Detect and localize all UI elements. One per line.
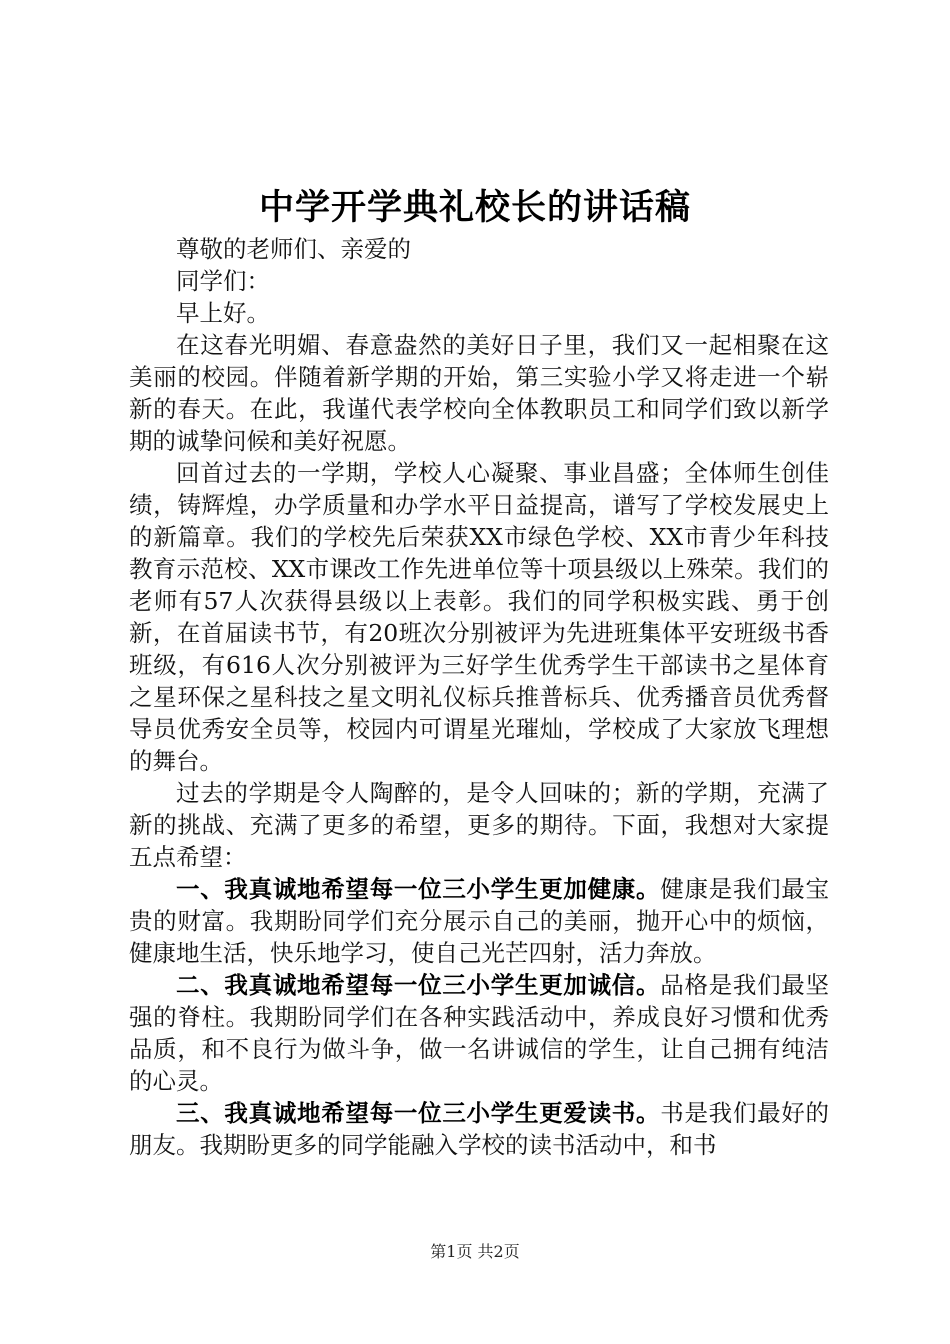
paragraph-text: 尊敬的老师们、亲爱的 (176, 235, 411, 263)
paragraph-lead: 二、我真诚地希望每一位三小学生更加诚信。 (176, 971, 661, 999)
paragraph (129, 233, 829, 265)
paragraph-text: 在这春光明媚、春意盎然的美好日子里，我们又一起相聚在这美丽的校园。伴随着新学期的开始，第三实验小学又将走进一个崭新的春天。在此，我谨代表学校向全体教职员工和同学们致以新学期的诚挚问候和美好祝愿。 (129, 331, 829, 455)
paragraph (129, 777, 829, 873)
paragraph (129, 457, 829, 777)
paragraph-lead: 一、我真诚地希望每一位三小学生更加健康。 (176, 875, 661, 903)
paragraph-text: 品格是我们最坚强的脊柱。我期盼同学们在各种实践活动中，养成良好习惯和优秀品质，和不良行为做斗争，做一名讲诚信的学生，让自己拥有纯洁的心灵。 (129, 971, 830, 1095)
paragraph-text: 同学们： (176, 267, 270, 295)
paragraph (129, 265, 829, 297)
paragraph (129, 873, 829, 969)
paragraph-text: 过去的学期是令人陶醉的，是令人回味的；新的学期，充满了新的挑战、充满了更多的希望，更多的期待。下面，我想对大家提五点希望： (129, 779, 829, 871)
paragraph (129, 1097, 829, 1161)
paragraph-text: 书是我们最好的朋友。我期盼更多的同学能融入学校的读书活动中，和书 (129, 1099, 830, 1159)
page-number-footer: 第1页 共2页 (430, 1242, 520, 1261)
paragraph-text: 早上好。 (176, 299, 270, 327)
paragraph (129, 329, 829, 457)
document-title: 中学开学典礼校长的讲话稿 (258, 187, 691, 228)
paragraph-text: 健康是我们最宝贵的财富。我期盼同学们充分展示自己的美丽，抛开心中的烦恼，健康地生活，快乐地学习，使自己光芒四射，活力奔放。 (129, 875, 830, 967)
paragraph (129, 297, 829, 329)
document-body (129, 233, 829, 1161)
paragraph-text: 回首过去的一学期，学校人心凝聚、事业昌盛；全体师生创佳绩，铸辉煌，办学质量和办学水平日益提高，谱写了学校发展史上的新篇章。我们的学校先后荣获XX市绿色学校、XX市青少年科技教育示范校、XX市课改工作先进单位等十项县级以上殊荣。我们的老师有57人次获得县级以上表彰。我们的同学积极实践、勇于创新，在首届读书节，有20班次分别被评为先进班集体平安班级书香班级，有616人次分别被评为三好学生优秀学生干部读书之星体育之星环保之星科技之星文明礼仪标兵推普标兵、优秀播音员优秀督导员优秀安全员等，校园内可谓星光璀灿，学校成了大家放飞理想的舞台。 (129, 459, 829, 775)
paragraph (129, 969, 829, 1097)
paragraph-lead: 三、我真诚地希望每一位三小学生更爱读书。 (176, 1099, 661, 1127)
